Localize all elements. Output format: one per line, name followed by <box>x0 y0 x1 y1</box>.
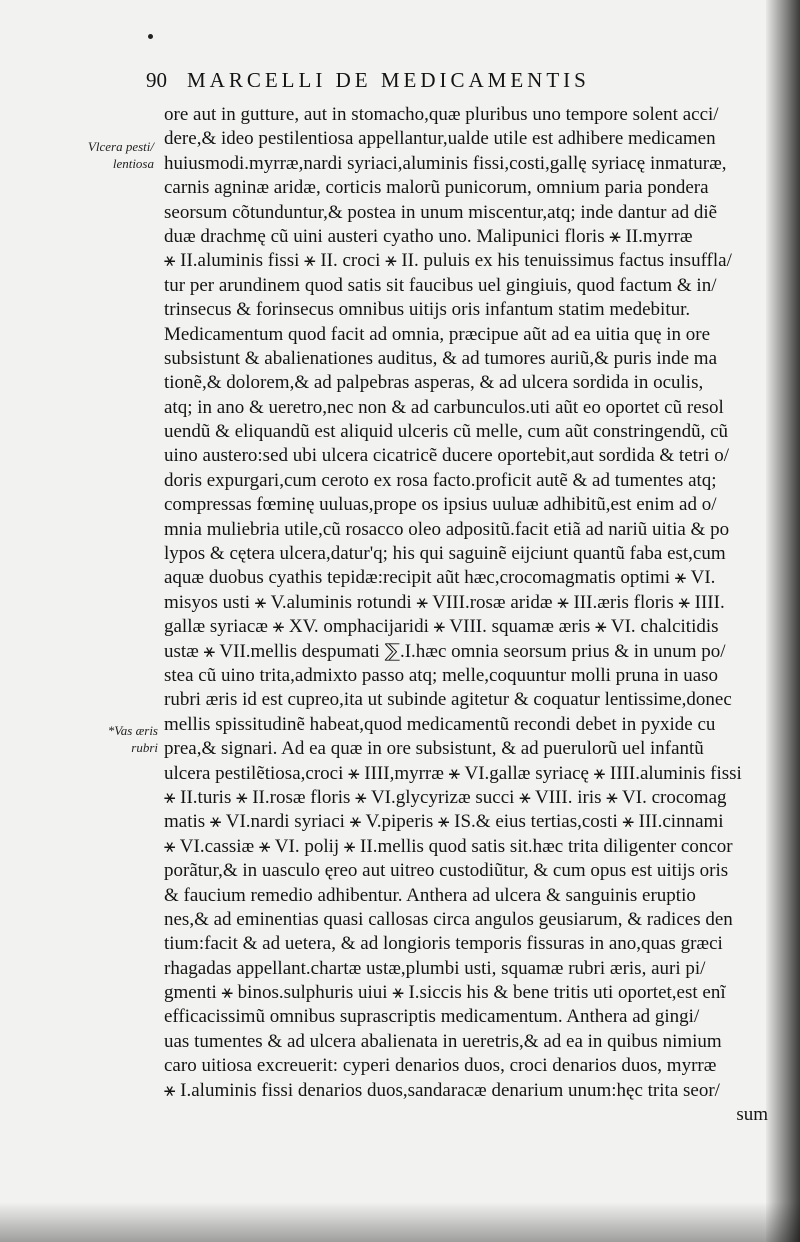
text-line: doris expurgari,cum ceroto ex rosa facto.proficit autẽ & ad tumentes atq; <box>164 469 717 491</box>
text-line: uino austero:sed ubi ulcera cicatricẽ ducere oportebit,aut sordida & tetri o/ <box>164 445 730 467</box>
text-line: ⚹ II.aluminis fissi ⚹ II. croci ⚹ II. puluis ex his tenuissimus factus insuffla/ <box>164 250 732 272</box>
text-line: dere,& ideo pestilentiosa appellantur,ualde utile est adhibere medicamen <box>164 128 716 150</box>
text-line: tium:facit & ad uetera, & ad longioris temporis fissuras in ano,quas græci <box>164 933 723 955</box>
margin-note-line: *Vas æris <box>107 723 158 738</box>
text-line: atq; in ano & ueretro,nec non & ad carbunculos.uti aũt eo oportet cũ resol <box>164 396 724 418</box>
text-line: ulcera pestilẽtiosa,croci ⚹ IIII,myrræ ⚹ VI.gallæ syriacę ⚹ IIII.aluminis fissi <box>164 762 742 784</box>
margin-note-line: lentiosa <box>112 156 154 171</box>
text-line: tionẽ,& dolorem,& ad palpebras asperas, & ad ulcera sordida in oculis, <box>164 372 704 394</box>
text-line: ore aut in gutture, aut in stomacho,quæ pluribus uno tempore solent acci/ <box>164 104 719 125</box>
text-line: aquæ duobus cyathis tepidæ:recipit aũt hæc,crocomagmatis optimi ⚹ VI. <box>164 567 716 589</box>
text-line: stea cũ uino trita,admixto passo atq; melle,coquuntur molli pruna in uaso <box>164 664 719 686</box>
text-line: matis ⚹ VI.nardi syriaci ⚹ V.piperis ⚹ IS.& eius tertias,costi ⚹ III.cinnami <box>164 811 724 833</box>
text-line: caro uitiosa excreuerit: cyperi denarios duos, croci denarios duos, myrræ <box>164 1055 717 1077</box>
text-line: prea,& signari. Ad ea quæ in ore subsistunt, & ad puerulorũ uel infantũ <box>164 738 704 760</box>
margin-note-ulcera <box>66 138 154 172</box>
margin-note-line: Vlcera pesti/ <box>87 139 154 154</box>
catchword: sum <box>736 1104 768 1126</box>
text-line: uas tumentes & ad ulcera abalienata in ueretris,& ad ea in quibus nimium <box>164 1030 722 1052</box>
text-line: nes,& ad eminentias quasi callosas circa angulos geusiarum, & radices den <box>164 908 733 930</box>
text-line: misyos usti ⚹ V.aluminis rotundi ⚹ VIII.rosæ aridæ ⚹ III.æris floris ⚹ IIII. <box>164 591 725 613</box>
text-line: Medicamentum quod facit ad omnia, præcipue aũt ad ea uitia quę in ore <box>164 323 711 345</box>
text-line: lypos & cętera ulcera,datur'q; his qui saguinẽ eijciunt quantũ faba est,cum <box>164 543 726 565</box>
text-line: subsistunt & abalienationes auditus, & ad tumores auriũ,& puris inde ma <box>164 347 718 369</box>
margin-note-line: rubri <box>131 740 158 755</box>
running-header <box>146 68 766 93</box>
running-title: MARCELLI DE MEDICAMENTIS <box>187 68 590 92</box>
text-line: uendũ & eliquandũ est aliquid ulceris cũ melle, cum aũt constringendũ, cũ <box>164 421 729 443</box>
text-line: seorsum cõtunduntur,& postea in unum miscentur,atq; inde dantur ad diẽ <box>164 201 718 223</box>
page-number: 90 <box>146 68 167 92</box>
page-bottom-shadow <box>0 1202 800 1242</box>
text-line: tur per arundinem quod satis sit faucibus uel gingiuis, quod factum & in/ <box>164 274 717 296</box>
text-line: & faucium remedio adhibentur. Anthera ad ulcera & sanguinis eruptio <box>164 884 696 906</box>
text-line: huiusmodi.myrræ,nardi syriaci,aluminis fissi,costi,gallę syriacę inmaturæ, <box>164 152 727 174</box>
text-line: ustæ ⚹ VII.mellis despumati ⅀.I.hæc omnia seorsum prius & in unum po/ <box>164 640 726 662</box>
text-line: rhagadas appellant.chartæ ustæ,plumbi usti, squamæ rubri æris, auri pi/ <box>164 957 706 979</box>
page-edge-shadow <box>766 0 800 1242</box>
text-line: ⚹ I.aluminis fissi denarios duos,sandaracæ denarium unum:hęc trita seor/ <box>164 1079 720 1101</box>
text-line: ⚹ VI.cassiæ ⚹ VI. polij ⚹ II.mellis quod satis sit.hæc trita diligenter concor <box>164 835 733 857</box>
text-line: efficacissimũ omnibus suprascriptis medicamentum. Anthera ad gingi/ <box>164 1006 700 1028</box>
text-line: gallæ syriacæ ⚹ XV. omphacijaridi ⚹ VIII. squamæ æris ⚹ VI. chalcitidis <box>164 616 719 638</box>
text-line: mellis spissitudinẽ habeat,quod medicamentũ recondi debet in pyxide cu <box>164 713 716 735</box>
ink-dot <box>148 34 153 39</box>
text-line: gmenti ⚹ binos.sulphuris uiui ⚹ I.siccis his & bene tritis uti oportet,est enĩ <box>164 982 726 1004</box>
main-text-block <box>164 103 768 1127</box>
text-line: duæ drachmę cũ uini austeri cyatho uno. Malipunici floris ⚹ II.myrræ <box>164 225 693 247</box>
text-line: trinsecus & forinsecus omnibus uitijs oris infantum statim medebitur. <box>164 299 691 321</box>
text-line: compressas fœminę uuluas,prope os ipsius uuluæ adhibitũ,est enim ad o/ <box>164 494 717 516</box>
margin-note-vas-aeris <box>66 722 158 756</box>
text-line: carnis agninæ aridæ, corticis malorũ punicorum, omnium paria pondera <box>164 177 709 199</box>
text-line: rubri æris id est cupreo,ita ut subinde agitetur & coquatur lentissime,donec <box>164 689 732 711</box>
text-line: mnia muliebria utile,cũ rosacco oleo adpositũ.facit etiã ad nariũ uitia & po <box>164 518 730 540</box>
text-line: ⚹ II.turis ⚹ II.rosæ floris ⚹ VI.glycyrizæ succi ⚹ VIII. iris ⚹ VI. crocomag <box>164 786 727 808</box>
text-line: porãtur,& in uasculo ęreo aut uitreo custodiũtur, & cum opus est uitijs oris <box>164 860 729 882</box>
